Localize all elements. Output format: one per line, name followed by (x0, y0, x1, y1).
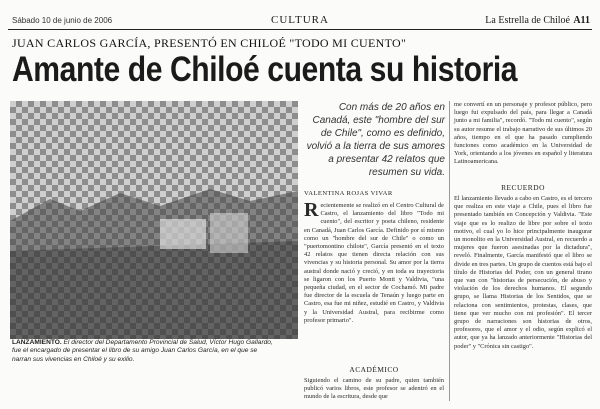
column-2: El lanzamiento llevado a cabo en Castro, es el tercero que realiza en este viaje a Chile, pues el libro fue presentado también en Concepción y Valdivia. "Este viaje que es lo realizo de libre por sobre el texto motivo, el cual yo lo hice principalmente inaugurar un monolito en la Universidad Austral, en recuerdo a mujeres que fueron asesinadas por la dictadura", reveló. Finalmente, García manifestó que el libro se divide en tres partes. Un grupo de cuentos está bajo el título de Historias del Poder, con un general tirano que van con "historias de persecución, de abuso y violación de los derechos humanos. El segundo grupo, se llama Historias de los Sentidos, que se relaciona con sentimientos, protestas, clases, que tiene que ver mucho con mi profesión". El tercer grupo de narraciones son historias de otros, profesores, que el amor y el odio, según explicó el autor, que ya ha lanzado anteriormente "Historias del poder" y "Crónica sin castigo". (454, 195, 592, 350)
subhead-recuerdo: RECUERDO (501, 183, 545, 192)
pull-quote: Con más de 20 años en Canadá, este "hombre del sur de Chile", como es definido, volvió a la tierra de sus amores a presentar 42 relatos que resumen su vida. (306, 102, 445, 178)
column-1-tail: Siguiendo el camino de su padre, quien también publicó varios libros, este profesor se adentró en el mundo de la escritura, desde que (304, 377, 444, 401)
page-number: A11 (573, 15, 590, 26)
column-1 (304, 199, 444, 325)
article-kicker: JUAN CARLOS GARCÍA, PRESENTÓ EN CHILOÉ "TODO MI CUENTO" (12, 36, 407, 50)
caption-lead: LANZAMIENTO. (12, 339, 62, 346)
column-1-text: ecientemente se realizó en el Centro Cultural de Castro, el lanzamiento del libro "Todo mi cuento", del escritor y poeta chileno, residente en Canadá, Juan Carlos García. Definido por sí mismo como un "hombre del sur de Chile" o como un "puertomontino chilote", García presentó en el texto 42 relatos que tienen directa relación con sus vivencias y su historia personal. Su amor por la tierra austral donde nació y creció, y en toda su trayectoria se ligaron con los Puerto Montt y Valdivia, "una pequeña ciudad, en el sector de Cochamó. Mi padre fue director de la escuela de Tenaún y luego parte en Castro, esa fue mi niñez, estudié en Castro, y Valdivia y la Universidad Austral, para recibirme como profesor primario". (304, 202, 444, 324)
masthead (8, 14, 592, 30)
article-photo (10, 101, 298, 339)
photo-caption (12, 339, 276, 364)
byline: VALENTINA ROJAS VIVAR (304, 190, 393, 197)
issue-date: Sábado 10 de junio de 2006 (12, 16, 113, 25)
article-headline: Amante de Chiloé cuenta su historia (12, 50, 518, 89)
photo-scene (10, 101, 298, 339)
section-name: CULTURA (271, 14, 329, 26)
drop-cap: R (304, 199, 319, 221)
subhead-academico: ACADÉMICO (349, 365, 399, 374)
column-2-top: me convertí en un personaje y profesor público, pero luego fui expulsado del país, para llegar a Canadá junto a mi familia", recordó. "Todo mi cuento", según su autor resume el trabajo narrativo de sus últimos 20 años, tiempo en el que ha pasado cumpliendo funciones como académico en la Universidad de York, orientando a los jóvenes en español y literatura Latinoamericana. (454, 101, 592, 166)
newspaper-name: La Estrella de Chiloé (485, 15, 570, 26)
caption-text: El director del Departamento Provincial de Salud, Víctor Hugo Gallardo, fue el encargado de presentar el libro de su amigo Juan Carlos García, en el que se narran sus vivencias en Chiloé y su exilio. (12, 339, 273, 363)
column-divider (449, 101, 450, 401)
